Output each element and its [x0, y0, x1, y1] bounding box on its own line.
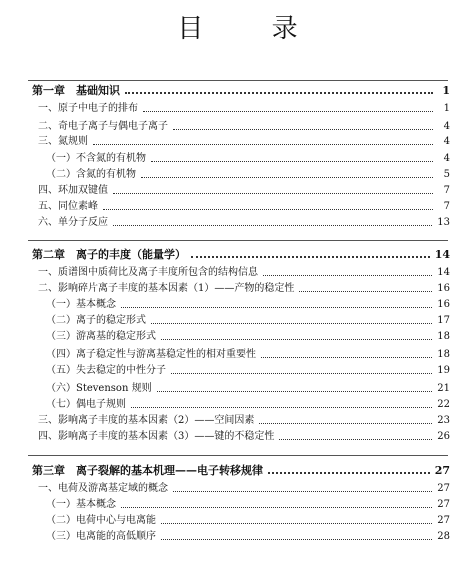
toc-entry: [38, 133, 450, 148]
toc-entry-title: （一）基本概念: [46, 499, 116, 510]
toc-entry-page: 1: [443, 103, 450, 114]
dot-leader: [113, 225, 432, 226]
toc-entry-title: 三、影响离子丰度的基本因素（2）——空间因素: [38, 415, 255, 426]
dot-leader: [161, 523, 432, 524]
toc-entry-page: 18: [437, 331, 450, 342]
dot-leader: [161, 539, 432, 540]
toc-entry-page: 26: [437, 431, 450, 442]
toc-entry-title: （一）基本概念: [46, 299, 116, 310]
toc-entry-page: 14: [437, 267, 450, 278]
toc-entry-page: 23: [437, 415, 450, 426]
toc-entry-title: （七）偶电子规则: [46, 399, 126, 410]
toc-entry-title: （二）含氮的有机物: [46, 169, 136, 180]
dot-leader: [121, 307, 432, 308]
toc-entry-page: 4: [443, 121, 450, 132]
toc-entry: [46, 312, 450, 327]
toc-entry-title: 四、环加双键值: [38, 185, 108, 196]
dot-leader: [263, 275, 432, 276]
divider: [28, 455, 448, 456]
toc-entry: [46, 296, 450, 311]
toc-entry-page: 5: [443, 169, 450, 180]
dot-leader: [151, 161, 433, 162]
toc-entry-title: （二）离子的稳定形式: [46, 315, 146, 326]
dot-leader: [261, 357, 432, 358]
dot-leader: [141, 177, 433, 178]
toc-entry: [46, 528, 450, 543]
toc-chapter-entry: [32, 462, 450, 477]
toc-entry-page: 14: [434, 248, 450, 261]
toc-entry: [38, 198, 450, 213]
dot-leader: [151, 323, 432, 324]
page-title: 目 录: [177, 14, 328, 44]
dot-leader: [125, 92, 433, 94]
dot-leader: [279, 439, 432, 440]
dot-leader: [268, 472, 430, 474]
toc-entry-page: 7: [443, 185, 450, 196]
toc-entry-page: 22: [437, 399, 450, 410]
toc-entry: [38, 428, 450, 443]
toc-entry-title: （三）电离能的高低顺序: [46, 531, 156, 542]
toc-entry-page: 27: [437, 515, 450, 526]
toc-entry-page: 17: [437, 315, 450, 326]
dot-leader: [259, 423, 432, 424]
toc-entry-page: 27: [434, 464, 450, 477]
toc-entry-page: 27: [437, 483, 450, 494]
dot-leader: [143, 111, 433, 112]
toc-entry-page: 27: [437, 499, 450, 510]
toc-entry-title: （四）离子稳定性与游离基稳定性的相对重要性: [46, 349, 256, 360]
toc-entry-page: 19: [437, 365, 450, 376]
toc-entry-title: 一、质谱图中质荷比及离子丰度所包含的结构信息: [38, 267, 258, 278]
toc-entry-title: 一、原子中电子的排布: [38, 103, 138, 114]
toc-chapter-entry: [32, 246, 450, 261]
toc-entry-title: 六、单分子反应: [38, 217, 108, 228]
toc-entry: [46, 166, 450, 181]
dot-leader: [113, 193, 433, 194]
dot-leader: [173, 129, 433, 130]
toc-chapter-entry: [32, 82, 450, 97]
toc-entry-title: （五）失去稳定的中性分子: [46, 365, 166, 376]
toc-entry: [46, 328, 450, 343]
dot-leader: [121, 507, 432, 508]
toc-entry-title: （二）电荷中心与电离能: [46, 515, 156, 526]
dot-leader: [103, 209, 433, 210]
toc-entry: [46, 380, 450, 395]
toc-entry: [38, 264, 450, 279]
toc-entry-title: 一、电荷及游离基定域的概念: [38, 483, 168, 494]
dot-leader: [299, 291, 432, 292]
toc-entry-title: 第一章 基础知识: [32, 84, 120, 97]
toc-entry: [38, 280, 450, 295]
toc-entry: [38, 214, 450, 229]
toc-entry: [46, 362, 450, 377]
divider: [28, 240, 448, 241]
toc-entry: [38, 100, 450, 115]
toc-entry-page: 21: [437, 383, 450, 394]
toc-entry-title: 三、氮规则: [38, 136, 88, 147]
toc-entry-page: 7: [443, 201, 450, 212]
toc-entry: [46, 496, 450, 511]
toc-entry: [38, 118, 450, 133]
toc-entry: [38, 412, 450, 427]
toc-entry: [38, 182, 450, 197]
toc-entry-title: （一）不含氮的有机物: [46, 153, 146, 164]
dot-leader: [161, 339, 432, 340]
toc-entry: [46, 150, 450, 165]
toc-entry-title: 四、影响离子丰度的基本因素（3）——键的不稳定性: [38, 431, 275, 442]
toc-entry: [46, 512, 450, 527]
toc-entry-title: 第二章 离子的丰度（能量学）: [32, 248, 186, 261]
toc-entry-page: 28: [437, 531, 450, 542]
toc-entry-title: 五、同位素峰: [38, 201, 98, 212]
toc-entry-title: （六）Stevenson 规则: [46, 383, 152, 394]
toc-entry-page: 16: [437, 283, 450, 294]
toc-entry-page: 1: [442, 84, 450, 97]
divider: [28, 80, 448, 81]
toc-entry-title: 二、影响碎片离子丰度的基本因素（1）——产物的稳定性: [38, 283, 295, 294]
dot-leader: [93, 144, 433, 145]
dot-leader: [173, 491, 432, 492]
dot-leader: [157, 391, 433, 392]
toc-entry-title: 二、奇电子离子与偶电子离子: [38, 121, 168, 132]
toc-entry-page: 4: [443, 153, 450, 164]
toc-entry-page: 13: [437, 217, 450, 228]
toc-entry-title: 第三章 离子裂解的基本机理——电子转移规律: [32, 464, 263, 477]
dot-leader: [171, 373, 432, 374]
toc-entry: [46, 346, 450, 361]
toc-entry: [38, 480, 450, 495]
dot-leader: [131, 407, 432, 408]
toc-entry-page: 18: [437, 349, 450, 360]
toc-entry-page: 16: [437, 299, 450, 310]
toc-entry: [46, 396, 450, 411]
toc-entry-page: 4: [443, 136, 450, 147]
dot-leader: [191, 256, 430, 258]
toc-entry-title: （三）游离基的稳定形式: [46, 331, 156, 342]
